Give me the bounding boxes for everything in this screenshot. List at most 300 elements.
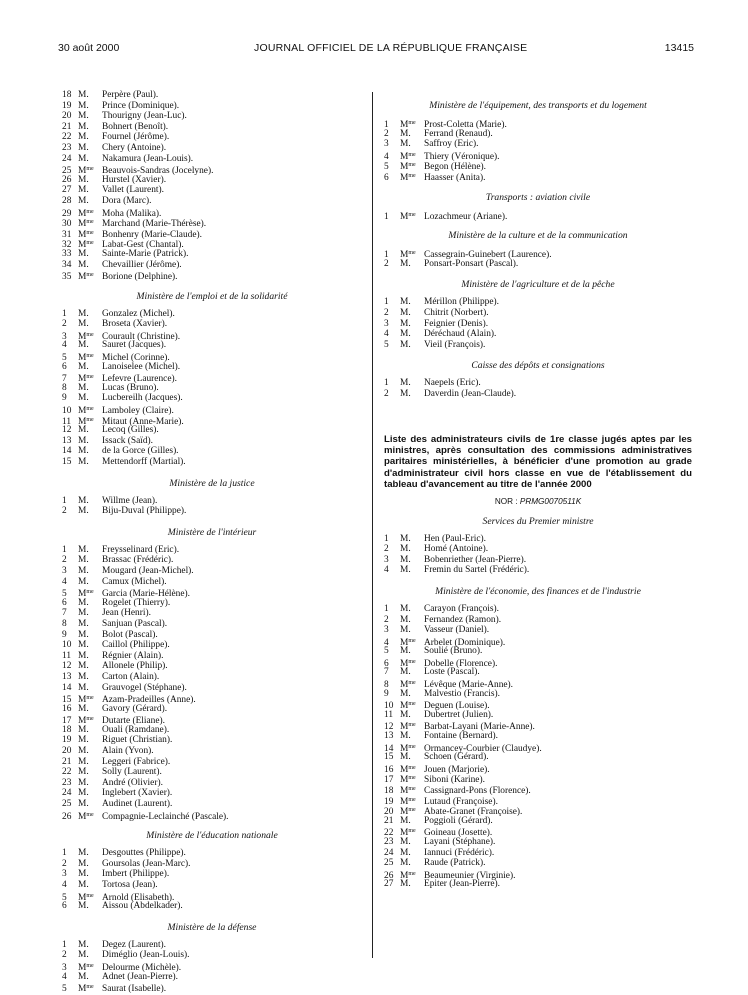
civility-letter: M. [78, 901, 89, 912]
list-entry [384, 160, 692, 171]
civility-letter: M [78, 219, 87, 230]
ministry-section [62, 830, 362, 912]
entry-number: 14 [62, 446, 72, 457]
entry-number: 4 [62, 340, 67, 351]
entry-civility [400, 139, 424, 150]
entry-civility [78, 869, 102, 880]
entry-name: Fontaine (Bernard). [424, 731, 498, 742]
ministry-section [384, 279, 692, 350]
entry-name: Ponsart-Ponsart (Pascal). [424, 258, 519, 269]
civility-superscript: me [86, 716, 94, 723]
entry-number: 12 [62, 661, 72, 672]
civility-letter: M. [78, 544, 89, 555]
list-entry [384, 763, 692, 774]
civility-letter: M. [78, 111, 89, 122]
entry-number: 3 [384, 139, 389, 150]
entry-number: 15 [62, 695, 72, 706]
entry-civility [400, 340, 424, 351]
list-entry [62, 393, 362, 404]
entry-number: 6 [62, 901, 67, 912]
civility-letter: M. [400, 667, 411, 678]
entry-civility [78, 757, 102, 768]
civility-letter: M [400, 722, 409, 733]
civility-letter: M. [78, 608, 89, 619]
entry-name: Jean (Henri). [102, 608, 151, 619]
civility-superscript: me [86, 589, 94, 596]
list-entry [62, 778, 362, 789]
civility-letter: M. [78, 661, 89, 672]
entry-civility [78, 566, 102, 577]
list-entry [62, 340, 362, 351]
entry-civility [78, 393, 102, 404]
list-entry [62, 555, 362, 566]
list-entry [62, 799, 362, 810]
entry-number: 4 [384, 329, 389, 340]
civility-letter: M. [78, 629, 89, 640]
entry-civility [78, 598, 102, 609]
civility-letter: M. [78, 735, 89, 746]
entry-name: Déréchaud (Alain). [424, 329, 497, 340]
list-entry [62, 260, 362, 271]
list-entry [384, 248, 692, 259]
civility-superscript: me [86, 353, 94, 360]
civility-letter: M. [400, 815, 411, 826]
civility-letter: M. [78, 340, 89, 351]
civility-letter: M. [78, 495, 89, 506]
entry-number: 9 [384, 688, 389, 699]
civility-letter: M. [78, 971, 89, 982]
entry-name: Mitaut (Anne-Marie). [102, 416, 184, 427]
entry-civility [78, 704, 102, 715]
list-entry [62, 714, 362, 725]
list-entry [62, 598, 362, 609]
entry-name: Daverdin (Jean-Claude). [424, 388, 517, 399]
entry-civility [78, 683, 102, 694]
civility-letter: M. [78, 361, 89, 372]
entry-number: 10 [62, 640, 72, 651]
entry-number: 1 [384, 603, 389, 614]
civility-letter: M. [78, 100, 89, 111]
entry-name: Poggioli (Gérard). [424, 815, 493, 826]
list-entry [62, 619, 362, 630]
entry-number: 14 [384, 743, 394, 754]
civility-letter: M. [400, 646, 411, 657]
entry-number: 6 [62, 361, 67, 372]
civility-letter: M. [78, 788, 89, 799]
list-entry [62, 207, 362, 218]
civility-superscript: me [408, 250, 416, 257]
list-entry [384, 858, 692, 869]
entry-name: Riguet (Christian). [102, 735, 173, 746]
entry-number: 4 [384, 637, 389, 648]
entry-name: Lucbereilh (Jacques). [102, 393, 183, 404]
civility-letter: M. [78, 457, 89, 467]
entry-number: 11 [384, 709, 394, 720]
nor-reference [384, 497, 692, 506]
entry-number: 2 [384, 614, 389, 625]
entry-name: Bolot (Pascal). [102, 629, 158, 640]
entry-civility [78, 619, 102, 630]
entry-number: 4 [62, 576, 67, 587]
entry-number: 34 [62, 259, 72, 270]
list-entry [384, 869, 692, 880]
list-entry [384, 210, 692, 221]
civility-letter: M [400, 701, 409, 712]
list-entry [62, 640, 362, 651]
entry-civility [400, 319, 424, 330]
civility-letter: M. [78, 319, 89, 330]
entry-name: Arbelet (Dominique). [424, 637, 506, 648]
entry-name: Carayon (François). [424, 603, 499, 614]
entry-number: 4 [62, 971, 67, 982]
entry-number: 2 [62, 555, 67, 566]
list-entry [384, 720, 692, 731]
entry-name: Layani (Stéphane). [424, 836, 496, 847]
entry-number: 5 [62, 589, 67, 600]
civility-superscript: me [86, 416, 94, 423]
entry-name: Loste (Pascal). [424, 667, 480, 678]
civility-letter: M. [78, 90, 89, 100]
entry-name: Dubertret (Julien). [424, 709, 494, 720]
civility-letter: M. [78, 308, 89, 319]
entry-name: Prost-Coletta (Marie). [424, 120, 507, 130]
entry-name: Prince (Dominique). [102, 100, 180, 111]
entry-name: Goursolas (Jean-Marc). [102, 858, 191, 869]
list-entry [384, 636, 692, 647]
entry-number: 5 [62, 984, 67, 995]
entry-number: 26 [62, 174, 72, 185]
entry-name: Naepels (Eric). [424, 378, 481, 389]
entry-number: 12 [62, 425, 72, 436]
list-entry [62, 788, 362, 799]
civility-letter: M [78, 229, 87, 240]
entry-name: Nakamura (Jean-Louis). [102, 153, 194, 164]
entry-name: Feignier (Denis). [424, 318, 489, 329]
ministry-section [384, 516, 692, 576]
entry-number: 4 [384, 565, 389, 576]
entry-civility [78, 880, 102, 891]
entry-name: Freysselinard (Eric). [102, 544, 180, 555]
entry-number: 8 [62, 618, 67, 629]
list-entry [384, 848, 692, 859]
entry-name: Goineau (Josette). [424, 828, 493, 839]
list-entry [62, 217, 362, 228]
list-entry [62, 185, 362, 196]
entry-name: Soulié (Bruno). [424, 646, 483, 657]
entry-name: Epiter (Jean-Pierre). [424, 879, 501, 890]
entry-number: 28 [62, 195, 72, 206]
list-entry [62, 270, 362, 281]
entry-name: Iannuci (Frédéric). [424, 847, 495, 858]
civility-letter: M [400, 680, 409, 691]
list-entry [384, 731, 692, 742]
entry-number: 4 [384, 151, 389, 162]
ministry-section [62, 922, 362, 993]
ministry-section [62, 291, 362, 468]
civility-letter: M. [78, 555, 89, 566]
list-entry [384, 826, 692, 837]
entry-civility [400, 625, 424, 636]
list-entry [62, 746, 362, 757]
entry-civility [78, 383, 102, 394]
civility-letter: M. [78, 565, 89, 576]
nor-label: NOR : [494, 496, 518, 506]
entry-name: Tortosa (Jean). [102, 880, 158, 890]
list-entry [62, 940, 362, 951]
civility-superscript: me [408, 658, 416, 665]
entry-number: 1 [62, 308, 67, 319]
list-entry [62, 404, 362, 415]
civility-letter: M. [78, 393, 89, 404]
entry-civility [78, 901, 102, 912]
entry-name: Bohnert (Benoît). [102, 121, 169, 132]
entry-number: 35 [62, 272, 72, 283]
entry-name: Fernandez (Ramon). [424, 614, 502, 625]
civility-letter: M [400, 637, 409, 648]
entry-civility [400, 544, 424, 555]
entry-civility [78, 101, 102, 112]
entry-name: Homé (Antoine). [424, 544, 489, 555]
list-entry [62, 683, 362, 694]
ministry-title: Caisse des dépôts et consignations [471, 360, 605, 372]
ministry-title: Ministère de l'agriculture et de la pêche [461, 279, 615, 291]
list-entry [384, 657, 692, 668]
list-entry [62, 496, 362, 507]
entry-civility [400, 752, 424, 763]
list-entry [384, 710, 692, 721]
ministry-title: Transports : aviation civile [485, 191, 591, 203]
list-entry [62, 735, 362, 746]
entry-number: 9 [62, 629, 67, 640]
entry-civility [400, 731, 424, 742]
list-entry [62, 132, 362, 143]
entry-name: Camux (Michel). [102, 576, 167, 587]
civility-letter: M [400, 764, 409, 775]
entry-name: Régnier (Alain). [102, 650, 164, 661]
right-column-bottom-sections [384, 516, 692, 890]
civility-letter: M. [400, 388, 411, 399]
entry-name: Saffroy (Eric). [424, 139, 479, 150]
entry-number: 2 [384, 128, 389, 139]
entry-name: Hen (Paul-Eric). [424, 533, 486, 544]
entry-number: 5 [384, 162, 389, 173]
entry-number: 17 [62, 716, 72, 727]
list-entry [62, 725, 362, 736]
ministry-section [384, 360, 692, 399]
civility-superscript: me [408, 701, 416, 708]
civility-letter: M [400, 120, 409, 130]
entry-number: 3 [384, 554, 389, 565]
entry-name: Malvestio (Francis). [424, 688, 501, 699]
list-entry [62, 859, 362, 870]
ministry-title: Ministère de l'économie, des finances et de l'industrie [435, 585, 641, 597]
entry-number: 7 [62, 608, 67, 619]
list-entry [62, 891, 362, 902]
entry-number: 31 [62, 229, 72, 240]
list-entry [62, 101, 362, 112]
entry-number: 23 [62, 142, 72, 153]
entry-number: 7 [384, 667, 389, 678]
list-entry [62, 383, 362, 394]
entry-name: Alain (Yvon). [102, 746, 154, 757]
entry-number: 1 [384, 297, 389, 308]
entry-name: Rogelet (Thierry). [102, 597, 171, 608]
entry-name: Bonhenry (Marie-Claude). [102, 229, 202, 240]
list-entry [62, 143, 362, 154]
civility-superscript: me [86, 892, 94, 899]
list-entry [62, 175, 362, 186]
civility-letter: M. [78, 195, 89, 206]
entry-name: Lozachmeur (Ariane). [424, 211, 508, 222]
entry-civility [78, 185, 102, 196]
entry-number: 7 [62, 374, 67, 385]
entry-civility [400, 667, 424, 678]
entry-name: Biju-Duval (Philippe). [102, 506, 187, 517]
entry-number: 3 [62, 869, 67, 880]
entry-civility [400, 259, 424, 270]
civility-letter: M [78, 331, 87, 342]
entry-name: Issack (Saïd). [102, 435, 154, 446]
entry-name: Hurstel (Xavier). [102, 174, 167, 185]
civility-superscript: me [408, 172, 416, 179]
civility-letter: M. [400, 688, 411, 699]
list-entry [384, 378, 692, 389]
civility-letter: M. [400, 836, 411, 847]
civility-superscript: me [86, 229, 94, 236]
entry-name: Broseta (Xavier). [102, 319, 168, 330]
list-entry [62, 196, 362, 207]
entry-number: 10 [384, 701, 394, 712]
entry-number: 13 [62, 671, 72, 682]
ministry-title: Ministère de la justice [169, 477, 255, 489]
entry-civility [78, 132, 102, 143]
entry-name: Inglebert (Xavier). [102, 788, 173, 799]
civility-letter: M. [400, 752, 411, 763]
list-entry [384, 118, 692, 129]
entry-name: Mérillon (Philippe). [424, 297, 499, 308]
civility-letter: M. [78, 248, 89, 259]
entry-number: 22 [384, 828, 394, 839]
ministry-section [62, 90, 362, 281]
entry-number: 1 [384, 378, 389, 389]
civility-letter: M [400, 172, 409, 183]
civility-superscript: me [86, 962, 94, 969]
nor-code: PRMG0070511K [519, 496, 582, 506]
entry-number: 1 [384, 211, 389, 222]
entry-civility [78, 608, 102, 619]
entry-name: Cassignard-Pons (Florence). [424, 786, 531, 796]
list-entry [384, 139, 692, 150]
civility-letter: M [78, 984, 87, 995]
list-entry [62, 630, 362, 641]
entry-number: 11 [62, 650, 72, 661]
entry-civility [78, 457, 102, 468]
entry-name: Caillol (Philippe). [102, 640, 170, 651]
entry-name: Compagnie-Leclainché (Pascale). [102, 811, 229, 822]
entry-number: 2 [62, 858, 67, 869]
column-divider [372, 92, 373, 958]
entry-number: 2 [62, 319, 67, 330]
civility-letter: M. [400, 554, 411, 565]
entry-number: 5 [384, 339, 389, 350]
entry-name: Borione (Delphine). [102, 272, 178, 283]
entry-number: 24 [62, 788, 72, 799]
entry-civility [400, 615, 424, 626]
civility-letter: M. [78, 950, 89, 961]
civility-letter: M. [78, 724, 89, 735]
ministry-title: Ministère de la culture et de la communication [448, 230, 628, 242]
civility-letter: M. [400, 709, 411, 720]
entry-name: Brassac (Frédéric). [102, 555, 174, 566]
civility-letter: M. [400, 329, 411, 340]
list-entry [384, 340, 692, 351]
entry-civility [400, 848, 424, 859]
entry-name: Audinet (Laurent). [102, 799, 173, 810]
list-entry [384, 795, 692, 806]
list-entry [384, 308, 692, 319]
list-entry [384, 678, 692, 689]
entry-civility [400, 565, 424, 576]
entry-number: 3 [384, 318, 389, 329]
entry-number: 13 [62, 435, 72, 446]
entry-civility [78, 577, 102, 588]
entry-civility [78, 309, 102, 320]
page-number: 13415 [664, 42, 694, 54]
entry-name: Mettendorff (Martial). [102, 457, 186, 467]
list-entry [62, 566, 362, 577]
civility-letter: M. [78, 382, 89, 393]
list-entry [62, 506, 362, 517]
entry-number: 3 [62, 565, 67, 576]
list-entry [384, 544, 692, 555]
list-entry [384, 150, 692, 161]
entry-civility [78, 810, 102, 823]
entry-name: Labat-Gest (Chantal). [102, 240, 184, 251]
list-entry [62, 661, 362, 672]
civility-letter: M [400, 250, 409, 261]
civility-superscript: me [408, 870, 416, 877]
entry-name: André (Olivier). [102, 777, 163, 788]
entry-number: 21 [384, 815, 394, 826]
entry-number: 20 [384, 807, 394, 818]
civility-superscript: me [408, 743, 416, 750]
civility-letter: M. [400, 128, 411, 139]
list-entry [384, 773, 692, 784]
civility-superscript: me [408, 775, 416, 782]
entry-name: Fremin du Sartel (Frédéric). [424, 565, 530, 576]
entry-name: Delourme (Michèle). [102, 962, 182, 973]
entry-number: 25 [62, 166, 72, 177]
entry-number: 2 [384, 544, 389, 555]
civility-letter: M [78, 406, 87, 417]
entry-name: Beaumeunier (Virginie). [424, 870, 516, 881]
civility-letter: M [400, 807, 409, 818]
list-entry [384, 646, 692, 657]
civility-superscript: me [408, 680, 416, 687]
entry-number: 15 [384, 752, 394, 763]
civility-letter: M. [78, 869, 89, 880]
civility-superscript: me [86, 374, 94, 381]
entry-name: Azam-Pradeilles (Anne). [102, 695, 196, 706]
civility-letter: M. [78, 767, 89, 778]
entry-civility [78, 672, 102, 683]
ministry-title: Ministère de l'emploi et de la solidarité [136, 290, 288, 302]
civility-letter: M [78, 353, 87, 364]
entry-name: Abate-Granet (Françoise). [424, 807, 523, 818]
entry-name: Gavory (Gérard). [102, 703, 168, 714]
ministry-section [384, 192, 692, 221]
list-entry [384, 625, 692, 636]
